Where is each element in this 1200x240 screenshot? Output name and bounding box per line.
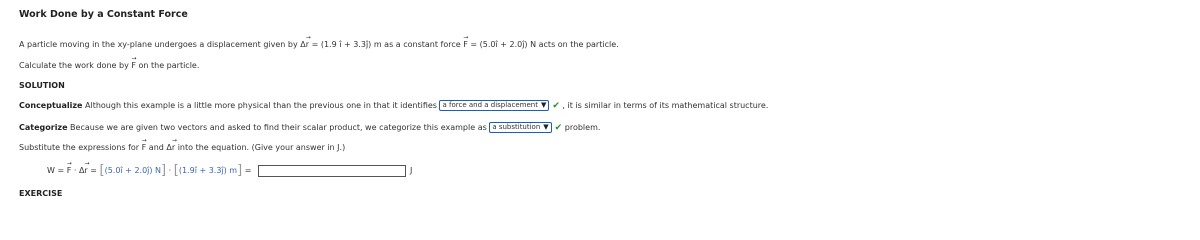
page-title: Work Done by a Constant Force xyxy=(19,9,188,20)
conceptualize-dropdown[interactable]: a force and a displacement ▼ xyxy=(439,100,549,111)
categorize-label: Categorize xyxy=(19,123,68,132)
bracket-left: [ xyxy=(99,163,105,178)
conceptualize-paragraph: Conceptualize Although this example is a little more physical than the previous one in that it identifies a force and a displacement ▼ ✔ , it is similar in terms of its mathematical structure. xyxy=(19,101,769,111)
substitute-instruction: Substitute the expressions for → F and Δ→ r into the equation. (Give your answer in J.) xyxy=(19,143,345,152)
checkmark-icon: ✔ xyxy=(554,123,563,133)
vector-F: → F xyxy=(131,61,136,70)
force-expression: (5.0î + 2.0ĵ) N xyxy=(104,166,162,175)
bracket-left: [ xyxy=(173,163,179,178)
bracket-right: ] xyxy=(161,163,167,178)
bracket-right: ] xyxy=(237,163,243,178)
vector-r: → r xyxy=(84,166,87,175)
problem-statement: A particle moving in the xy-plane undergoes a displacement given by Δ→ r = (1.9 î + 3.3ĵ) m as a constant force → F = (5.0î + 2.0ĵ) N acts on the particle. xyxy=(19,40,619,49)
solution-heading: SOLUTION xyxy=(19,81,65,90)
chevron-down-icon: ▼ xyxy=(543,123,549,131)
work-answer-input[interactable] xyxy=(258,165,406,177)
exercise-heading: EXERCISE xyxy=(19,189,63,198)
vector-r: → r xyxy=(172,143,175,152)
vector-F: → F xyxy=(463,40,468,49)
work-equation: W = → F · Δ→ r = [(5.0î + 2.0ĵ) N] · [(1.9î + 3.3ĵ) m] = J xyxy=(47,163,412,178)
answer-unit: J xyxy=(409,166,413,175)
categorize-paragraph: Categorize Because we are given two vectors and asked to find their scalar product, we categorize this example as a substitution ▼ ✔ problem. xyxy=(19,123,601,133)
question-text: Calculate the work done by → F on the particle. xyxy=(19,61,199,70)
checkmark-icon: ✔ xyxy=(552,101,560,111)
vector-F: → F xyxy=(67,166,72,175)
displacement-expression: (1.9î + 3.3ĵ) m xyxy=(178,166,238,175)
vector-r: → r xyxy=(306,40,309,49)
categorize-dropdown[interactable]: a substitution ▼ xyxy=(489,122,551,133)
chevron-down-icon: ▼ xyxy=(540,101,547,109)
conceptualize-label: Conceptualize xyxy=(19,101,83,110)
vector-F: → F xyxy=(142,143,147,152)
